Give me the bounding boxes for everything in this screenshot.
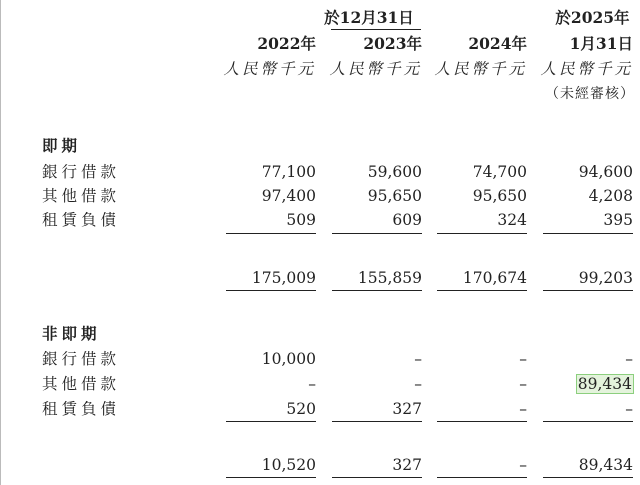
col-note-unaudited: （未經審核）	[545, 86, 635, 102]
col-unit-2023: 人民幣千元	[329, 60, 422, 78]
cell-value: 395	[603, 211, 633, 229]
cell-value: 4,208	[588, 187, 633, 205]
total-rule	[226, 290, 316, 291]
total-rule	[543, 477, 633, 478]
subtotal-rule	[437, 421, 527, 422]
cell-value: 609	[392, 211, 422, 229]
col-header-2024: 2024年	[468, 34, 527, 53]
cell-value: 59,600	[367, 163, 422, 181]
cell-value: 324	[497, 211, 527, 229]
cell-value: 74,700	[472, 163, 527, 181]
total-rule	[226, 477, 316, 478]
row-label: 其他借款	[42, 187, 121, 205]
subtotal-rule	[332, 421, 422, 422]
highlighted-value: 89,434	[577, 375, 632, 393]
cell-value: 520	[286, 400, 316, 418]
row-label: 其他借款	[42, 375, 121, 393]
subtotal-rule	[226, 233, 316, 234]
total-value: 175,009	[251, 269, 316, 287]
row-label: 租賃負債	[42, 400, 121, 418]
row-label: 銀行借款	[42, 350, 121, 368]
total-rule	[437, 290, 527, 291]
cell-value: –	[625, 350, 633, 368]
cell-value: 95,650	[367, 187, 422, 205]
cell-value: 95,650	[472, 187, 527, 205]
group-header-underline	[331, 29, 421, 30]
col-header-2023: 2023年	[363, 34, 422, 53]
cell-value: 94,600	[578, 163, 633, 181]
subtotal-rule	[332, 233, 422, 234]
col-header-jan31: 1月31日	[569, 34, 633, 53]
total-value: 170,674	[462, 269, 527, 287]
total-value: –	[519, 456, 527, 474]
col-header-2022: 2022年	[257, 34, 316, 53]
total-value: 10,520	[261, 456, 316, 474]
cell-value: –	[625, 400, 633, 418]
col-unit-2024: 人民幣千元	[434, 60, 527, 78]
subtotal-rule	[226, 421, 316, 422]
highlighted-cell	[527, 374, 633, 394]
section-title-noncurrent: 非即期	[42, 324, 101, 343]
cell-value: –	[519, 375, 527, 393]
subtotal-rule	[437, 233, 527, 234]
cell-value: –	[519, 400, 527, 418]
cell-value: 97,400	[261, 187, 316, 205]
col-unit-2025: 人民幣千元	[540, 60, 633, 78]
row-label: 銀行借款	[42, 163, 121, 181]
cell-value: –	[519, 350, 527, 368]
total-value: 155,859	[357, 269, 422, 287]
cell-value: 77,100	[261, 163, 316, 181]
cell-value: –	[308, 375, 316, 393]
total-rule	[543, 290, 633, 291]
subtotal-rule	[543, 233, 633, 234]
row-label: 租賃負債	[42, 211, 121, 229]
subtotal-rule	[543, 421, 633, 422]
total-value: 89,434	[578, 456, 633, 474]
total-rule	[437, 477, 527, 478]
group-header-2025: 於2025年	[555, 8, 630, 27]
col-unit-2022: 人民幣千元	[223, 60, 316, 78]
cell-value: 327	[392, 400, 422, 418]
total-rule	[332, 477, 422, 478]
total-value: 327	[392, 456, 422, 474]
cell-value: –	[414, 350, 422, 368]
cell-value: 509	[286, 211, 316, 229]
total-value: 99,203	[578, 269, 633, 287]
total-rule	[332, 290, 422, 291]
cell-value: –	[414, 375, 422, 393]
section-title-current: 即期	[42, 136, 82, 155]
cell-value: 10,000	[261, 350, 316, 368]
left-edge-line	[0, 0, 1, 485]
group-header-dec31: 於12月31日	[324, 8, 414, 27]
